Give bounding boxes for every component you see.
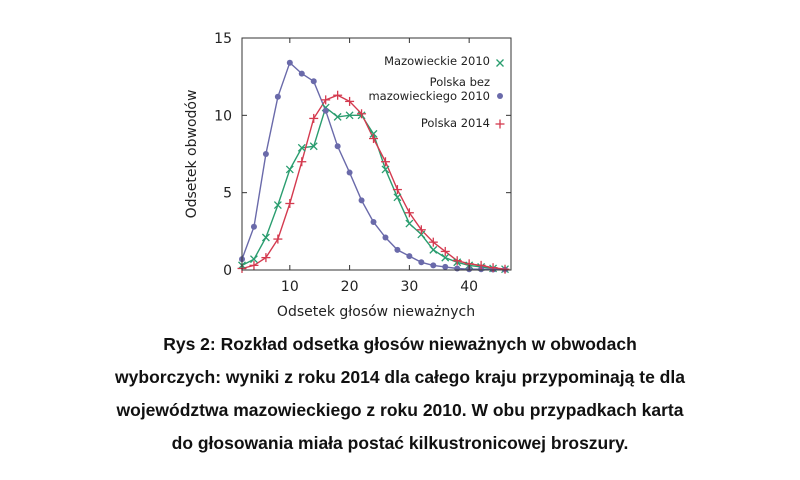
data-point-polska-bez-mazowieckiego-2010 [287, 60, 293, 66]
data-point-polska-2014 [273, 235, 282, 244]
data-point-mazowieckie-2010 [394, 194, 401, 201]
caption-line-1: Rys 2: Rozkład odsetka głosów nieważnych w obwodach [163, 334, 637, 354]
data-point-polska-2014 [261, 253, 270, 262]
legend [368, 54, 504, 130]
x-tick-label: 10 [280, 279, 299, 295]
y-axis-label: Odsetek obwodów [184, 89, 200, 219]
data-point-mazowieckie-2010 [262, 234, 269, 241]
y-ticks [214, 31, 511, 279]
data-point-polska-bez-mazowieckiego-2010 [382, 235, 388, 241]
data-point-polska-bez-mazowieckiego-2010 [394, 247, 400, 253]
y-tick-label: 15 [214, 31, 232, 47]
data-point-polska-bez-mazowieckiego-2010 [347, 170, 353, 176]
x-tick-label: 40 [460, 279, 479, 295]
legend-marker-mazowieckie-2010 [497, 60, 504, 67]
x-tick-label: 30 [400, 279, 419, 295]
data-point-polska-bez-mazowieckiego-2010 [418, 259, 424, 265]
data-point-polska-2014 [333, 91, 342, 100]
data-point-polska-2014 [393, 185, 402, 194]
legend-label: Polska 2014 [420, 116, 490, 130]
data-point-polska-bez-mazowieckiego-2010 [359, 197, 365, 203]
legend-entry-polska-2014 [421, 116, 505, 130]
data-point-mazowieckie-2010 [430, 246, 437, 253]
data-point-polska-2014 [297, 157, 306, 166]
y-tick-label: 5 [223, 185, 232, 202]
legend-label: Mazowieckie 2010 [384, 54, 490, 68]
data-point-polska-bez-mazowieckiego-2010 [442, 264, 448, 270]
x-tick-label: 20 [340, 279, 359, 295]
data-point-polska-bez-mazowieckiego-2010 [335, 143, 341, 149]
data-point-polska-bez-mazowieckiego-2010 [454, 265, 460, 271]
data-point-mazowieckie-2010 [274, 202, 281, 209]
data-point-polska-bez-mazowieckiego-2010 [323, 108, 329, 114]
data-point-polska-bez-mazowieckiego-2010 [263, 151, 269, 157]
plot-frame [242, 38, 511, 270]
legend-label: mazowieckiego 2010 [368, 89, 490, 103]
y-tick-label: 0 [223, 263, 232, 279]
legend-entry-mazowieckie-2010 [384, 54, 503, 68]
data-point-polska-bez-mazowieckiego-2010 [299, 71, 305, 77]
data-point-mazowieckie-2010 [406, 220, 413, 227]
series-line-mazowieckie-2010 [242, 108, 505, 270]
y-tick-label: 10 [214, 108, 232, 125]
data-point-polska-bez-mazowieckiego-2010 [311, 78, 317, 84]
figure-caption [0, 328, 800, 460]
caption-line-2: wyborczych: wyniki z roku 2014 dla całego kraju przypominają te dla [115, 367, 685, 387]
caption-line-3: województwa mazowieckiego z roku 2010. W obu przypadkach karta [116, 400, 684, 420]
data-point-mazowieckie-2010 [382, 166, 389, 173]
data-point-mazowieckie-2010 [286, 166, 293, 173]
x-axis-label: Odsetek głosów nieważnych [276, 304, 476, 320]
data-point-polska-bez-mazowieckiego-2010 [406, 253, 412, 259]
data-point-polska-bez-mazowieckiego-2010 [430, 262, 436, 268]
data-point-polska-bez-mazowieckiego-2010 [251, 224, 257, 230]
data-point-polska-bez-mazowieckiego-2010 [371, 219, 377, 225]
data-point-polska-2014 [309, 114, 318, 123]
data-point-polska-bez-mazowieckiego-2010 [275, 94, 281, 100]
caption-line-4: do głosowania miała postać kilkustronicowej broszury. [171, 433, 629, 453]
legend-marker-polska-2014 [496, 120, 505, 129]
legend-marker-polska-bez-mazowieckiego-2010 [497, 93, 503, 99]
legend-entry-polska-bez-mazowieckiego-2010 [368, 75, 503, 103]
data-point-polska-2014 [285, 199, 294, 208]
legend-label: Polska bez [429, 75, 490, 89]
